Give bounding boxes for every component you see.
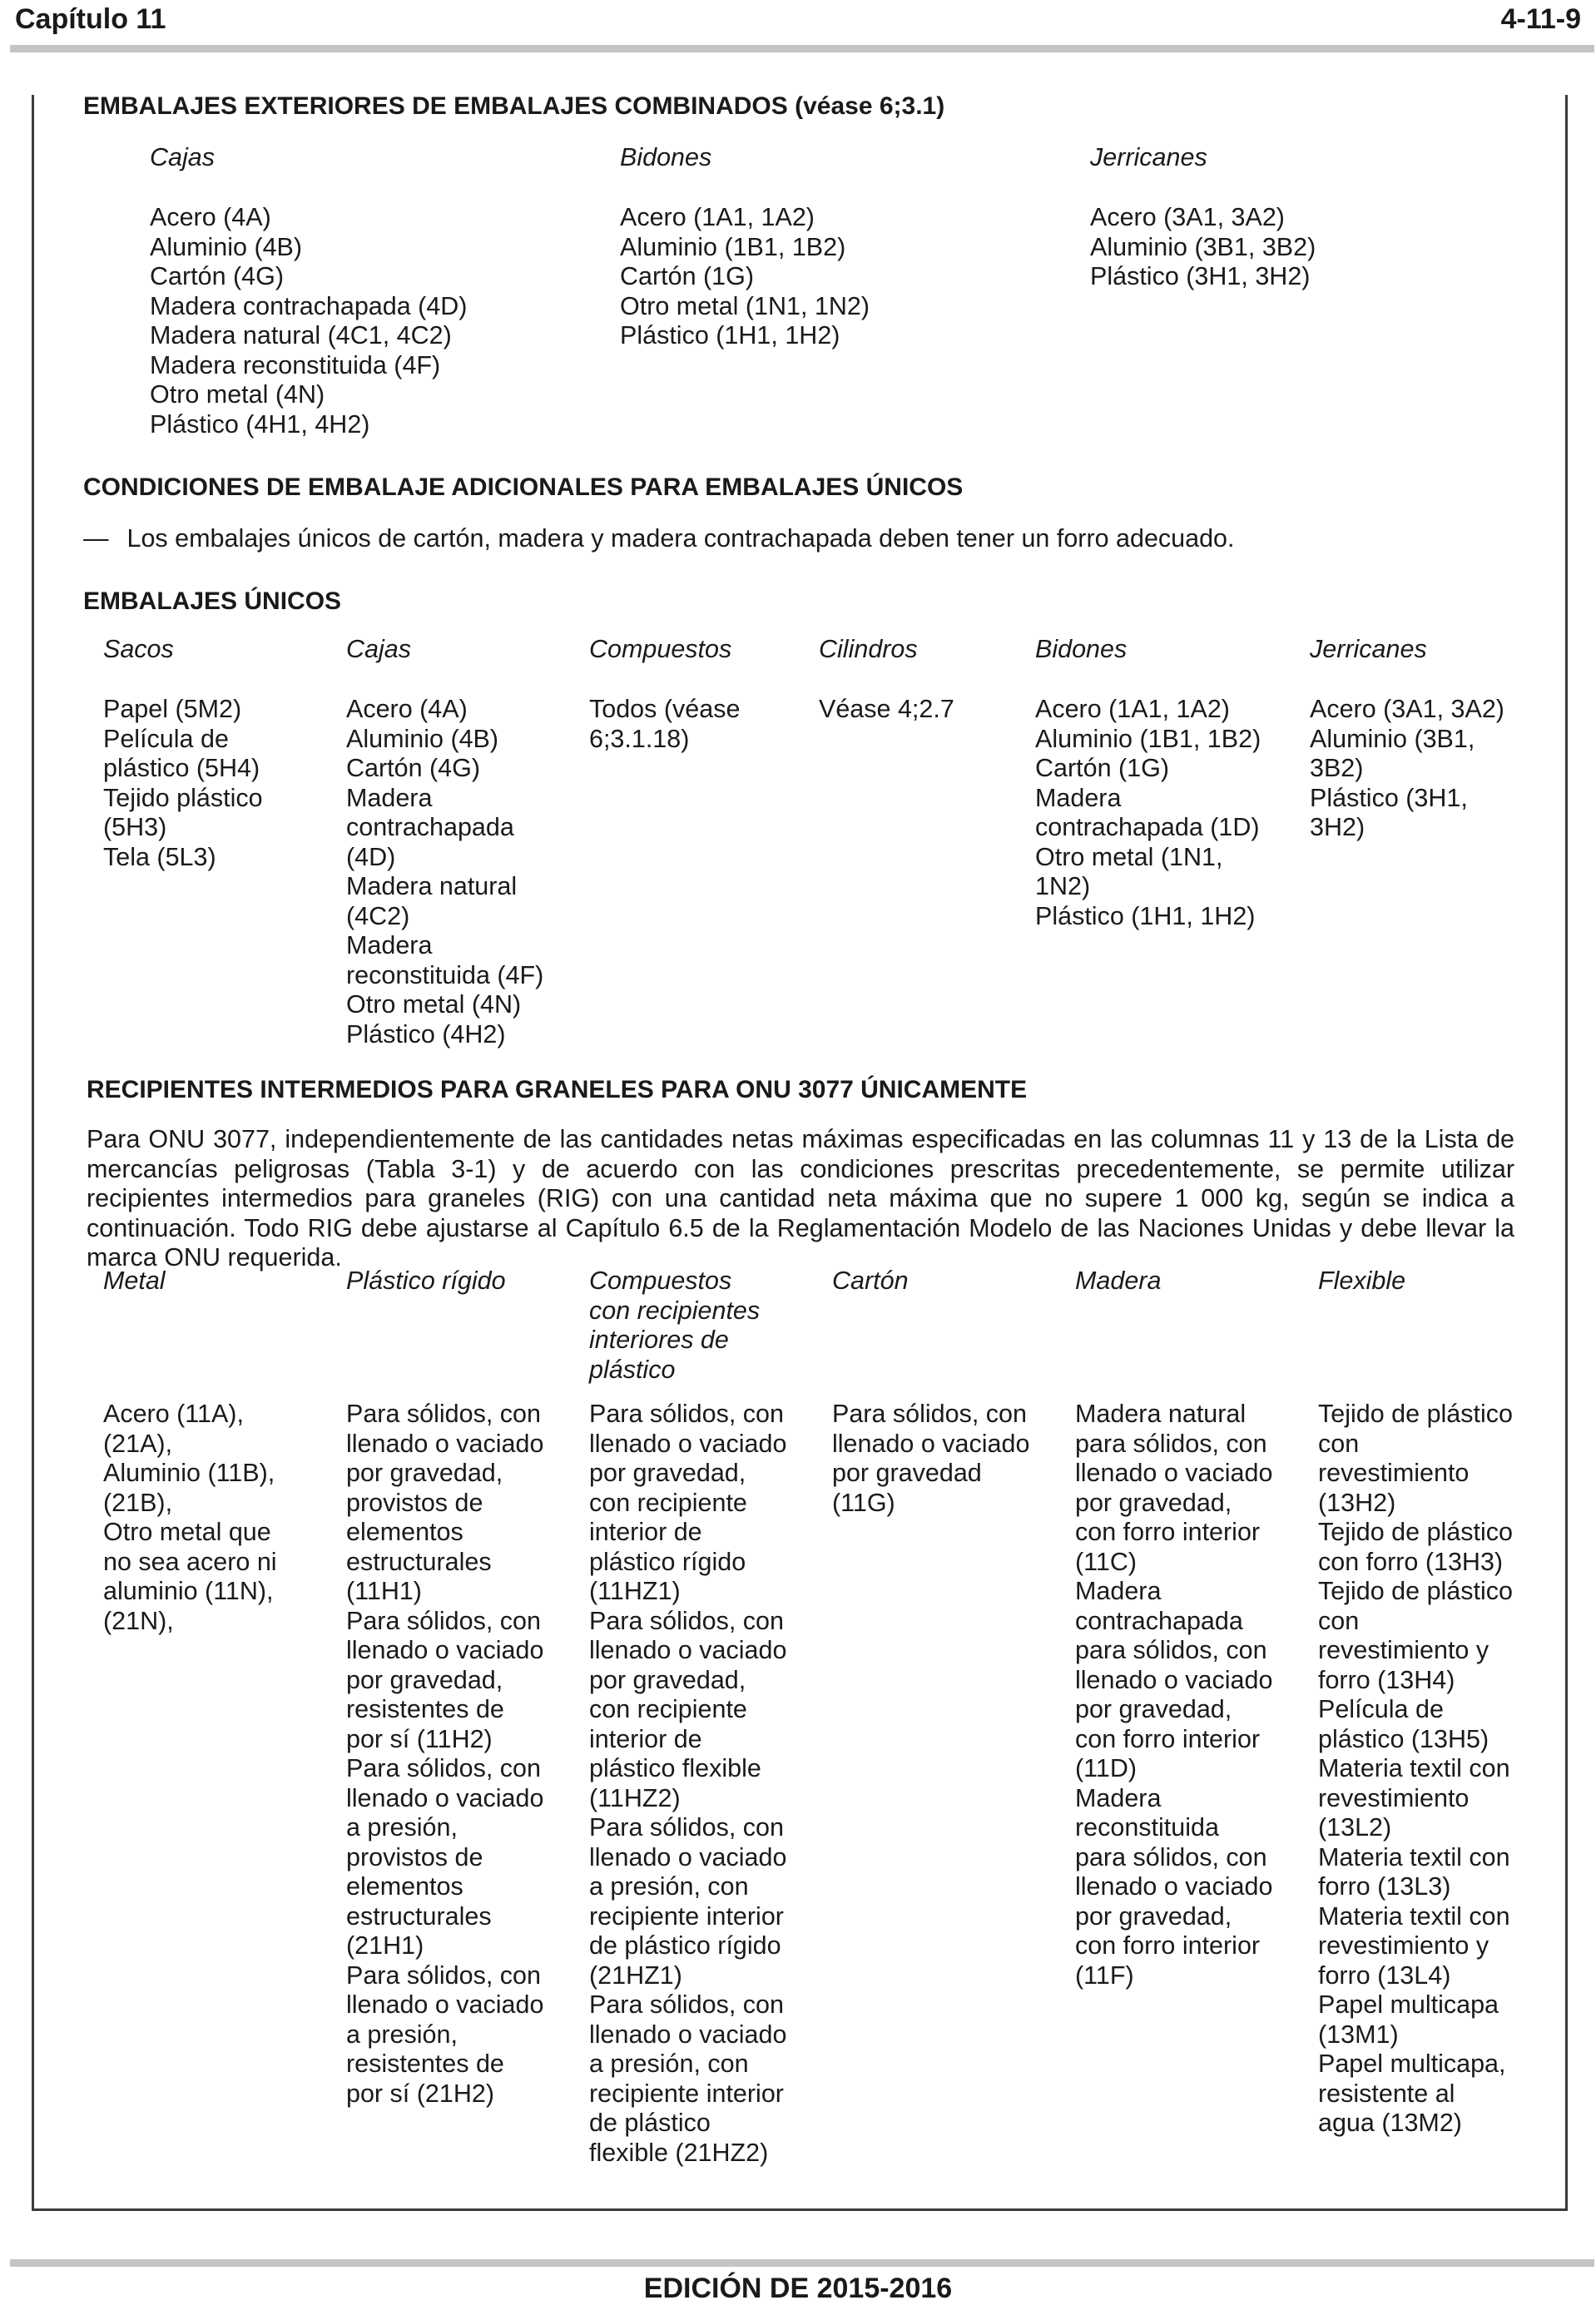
ibc-paragraph: Para ONU 3077, independientemente de las cantidades netas máximas especificadas en las columnas 11 y 13 de la Lista de mercancías peligrosas (Tabla 3-1) y de acuerdo con las condiciones prescritas precedentemente, se permite utilizar recipientes intermedios para graneles (RIG) con una cantidad neta máxima que no supere 1 000 kg, según se indica a continuación. Todo RIG debe ajustarse al Capítulo 6.5 de la Reglamentación Modelo de las Naciones Unidas y debe llevar la marca ONU requerida. [87, 1125, 1514, 1271]
list-item: Para sólidos, con [589, 1606, 784, 1635]
column-items [819, 695, 954, 725]
outer-packagings-columns [150, 143, 1514, 493]
list-item: Madera natural [346, 872, 518, 900]
list-item: resistentes de [346, 1695, 504, 1723]
list-item: (11D) [1075, 1754, 1138, 1782]
list-item: Plástico (3H1, 3H2) [1090, 262, 1311, 290]
list-item: (21H1) [346, 1931, 424, 1960]
column-0 [103, 1267, 277, 1635]
list-item: con recipiente [589, 1488, 747, 1517]
list-item: Materia textil con [1318, 1754, 1510, 1782]
list-item: por gravedad, [1075, 1901, 1232, 1931]
list-item: por sí (21H2) [346, 2079, 494, 2108]
list-item: Plástico (3H1, [1310, 783, 1468, 812]
column-heading: Jerricanes [1090, 143, 1207, 171]
list-item: Plástico (1H1, 1H2) [620, 321, 840, 349]
list-item: Papel multicapa [1318, 1990, 1499, 2019]
list-item: (11HZ1) [589, 1577, 681, 1605]
list-item: (21A), [103, 1429, 173, 1458]
list-item: Madera natural (4C1, 4C2) [150, 321, 452, 349]
list-item: a presión, con [589, 2050, 749, 2078]
list-item: agua (13M2) [1318, 2109, 1462, 2137]
list-item: revestimiento y [1318, 1931, 1489, 1960]
list-item: resistentes de [346, 2050, 504, 2078]
column-items [589, 695, 740, 754]
list-item: llenado o vaciado [1075, 1872, 1273, 1901]
list-item: Para sólidos, con [589, 1400, 784, 1428]
list-item: llenado o vaciado [589, 2020, 787, 2049]
list-item: Madera [1075, 1783, 1162, 1812]
list-item: por gravedad [832, 1459, 982, 1487]
list-item: con forro interior [1075, 1724, 1261, 1753]
list-item: Aluminio (4B) [150, 232, 303, 261]
list-item: Aluminio (11B), [103, 1459, 275, 1487]
column-heading: Flexible [1318, 1267, 1406, 1295]
list-item: 3B2) [1310, 754, 1364, 782]
list-item: Véase 4;2.7 [819, 695, 954, 723]
list-item: Madera [346, 931, 433, 959]
list-item: Madera [346, 783, 433, 812]
list-item: (11F) [1075, 1961, 1134, 1990]
list-item: (21N), [103, 1606, 174, 1635]
column-2 [589, 1267, 787, 2167]
list-item: llenado o vaciado [589, 1636, 787, 1664]
list-item: Aluminio (3B1, [1310, 724, 1475, 753]
list-item: con [1318, 1429, 1360, 1458]
column-items [1035, 695, 1261, 931]
list-item: (21B), [103, 1488, 173, 1517]
column-items [150, 203, 467, 439]
footer-rule [10, 2259, 1594, 2267]
column-2 [589, 635, 741, 753]
list-item: contrachapada [346, 813, 514, 841]
column-heading: con recipientes [589, 1296, 761, 1325]
list-item: (11HZ2) [589, 1783, 681, 1812]
list-item: resistente al [1318, 2079, 1455, 2108]
list-item: (4D) [346, 842, 396, 871]
list-item: con [1318, 1606, 1360, 1635]
list-item: Acero (4A) [150, 203, 271, 231]
column-heading: Compuestos [589, 1267, 732, 1295]
list-item: Acero (4A) [346, 695, 468, 723]
list-item: interior de [589, 1518, 702, 1546]
list-item: estructurales [346, 1547, 492, 1576]
list-item: plástico (5H4) [103, 754, 260, 782]
list-item: Acero (1A1, 1A2) [1035, 695, 1230, 723]
column-items [103, 1400, 277, 1636]
list-item: a presión, con [589, 1872, 749, 1901]
list-item: Acero (1A1, 1A2) [620, 203, 815, 231]
list-item: Cartón (4G) [150, 262, 285, 290]
column-5 [1318, 1267, 1513, 2137]
list-item: Tejido de plástico [1318, 1577, 1513, 1605]
single-packagings-section [83, 587, 1514, 1048]
list-item: para sólidos, con [1075, 1636, 1267, 1664]
list-item: por gravedad, [589, 1459, 746, 1487]
list-item: recipiente interior [589, 1901, 784, 1931]
outer-packagings-section [83, 92, 1514, 439]
list-item: Tela (5L3) [103, 842, 216, 871]
list-item: Plástico (1H1, 1H2) [1035, 901, 1256, 930]
column-3 [819, 635, 954, 723]
list-item: (5H3) [103, 813, 167, 841]
column-heading: Plástico rígido [346, 1267, 506, 1295]
column-items [103, 695, 263, 872]
column-items [620, 203, 870, 351]
list-item: Materia textil con [1318, 1842, 1510, 1871]
list-item: reconstituida [1075, 1813, 1219, 1842]
list-item: (13H2) [1318, 1488, 1396, 1517]
list-item: llenado o vaciado [346, 1783, 544, 1812]
list-item: recipiente interior [589, 2079, 784, 2108]
column-1 [346, 635, 544, 1048]
list-item: con forro interior [1075, 1931, 1261, 1960]
list-item: interior de [589, 1724, 702, 1753]
list-item: Todos (véase [589, 695, 741, 723]
list-item: por gravedad, [1075, 1695, 1232, 1723]
list-item: con forro (13H3) [1318, 1547, 1504, 1576]
list-item: (13M1) [1318, 2020, 1399, 2049]
list-item: por gravedad, [1075, 1488, 1232, 1517]
column-items [1310, 695, 1504, 843]
note-text: Los embalajes únicos de cartón, madera y madera contrachapada deben tener un forro adecuado. [126, 524, 1235, 553]
list-item: Acero (3A1, 3A2) [1310, 695, 1504, 723]
list-item: Otro metal (1N1, [1035, 842, 1223, 871]
column-heading: Sacos [103, 635, 174, 663]
list-item: Para sólidos, con [346, 1754, 541, 1782]
column-items [1318, 1400, 1513, 2139]
list-item: Acero (3A1, 3A2) [1090, 203, 1285, 231]
list-item: a presión, [346, 1813, 458, 1842]
list-item: con recipiente [589, 1695, 747, 1723]
single-packagings-columns [103, 635, 1514, 1051]
column-items [346, 695, 543, 1049]
list-item: con forro interior [1075, 1518, 1261, 1546]
list-item: Para sólidos, con [346, 1400, 541, 1428]
list-item: Otro metal (4N) [346, 990, 522, 1019]
list-item: llenado o vaciado [832, 1429, 1030, 1458]
list-item: revestimiento y [1318, 1636, 1489, 1664]
list-item: (11C) [1075, 1547, 1138, 1576]
column-heading: Cajas [150, 143, 215, 171]
list-item: Para sólidos, con [832, 1400, 1027, 1428]
list-item: Para sólidos, con [589, 1990, 784, 2019]
list-item: (13L2) [1318, 1813, 1392, 1842]
list-item: Papel (5M2) [103, 695, 242, 723]
column-items [346, 1400, 543, 2109]
ibc-title: RECIPIENTES INTERMEDIOS PARA GRANELES PARA ONU 3077 ÚNICAMENTE [87, 1076, 1028, 1103]
list-item: por gravedad, [346, 1459, 503, 1487]
column-heading: Jerricanes [1310, 635, 1427, 663]
list-item: Plástico (4H1, 4H2) [150, 409, 370, 439]
column-0 [150, 143, 468, 439]
list-item: flexible (21HZ2) [589, 2138, 769, 2167]
list-item: Cartón (4G) [346, 754, 481, 782]
list-item: Para sólidos, con [589, 1813, 784, 1842]
column-heading: Compuestos [589, 635, 732, 663]
column-items [589, 1400, 786, 2168]
list-item: Madera [1035, 783, 1122, 812]
list-item: llenado o vaciado [1075, 1665, 1273, 1694]
list-item: reconstituida (4F) [346, 960, 544, 989]
list-item: revestimiento [1318, 1783, 1470, 1812]
column-heading: Madera [1075, 1267, 1162, 1295]
list-item: elementos [346, 1518, 463, 1546]
list-item: para sólidos, con [1075, 1842, 1267, 1871]
list-item: llenado o vaciado [346, 1990, 544, 2019]
list-item: para sólidos, con [1075, 1429, 1267, 1458]
conditions-section [83, 473, 1514, 553]
list-item: llenado o vaciado [1075, 1459, 1273, 1487]
column-heading: Bidones [1035, 635, 1128, 663]
list-item: Para sólidos, con [346, 1606, 541, 1635]
column-1 [346, 1267, 544, 2108]
list-item: 3H2) [1310, 813, 1366, 841]
column-heading: interiores de [589, 1326, 729, 1354]
list-item: Película de [103, 724, 229, 753]
list-item: por gravedad, [346, 1665, 503, 1694]
list-item: elementos [346, 1872, 463, 1901]
list-item: (11H1) [346, 1577, 422, 1605]
column-1 [620, 143, 870, 349]
column-items [1075, 1400, 1272, 1990]
edition-footer: EDICIÓN DE 2015-2016 [643, 2273, 953, 2304]
list-item: Otro metal (1N1, 1N2) [620, 291, 870, 320]
list-item: (4C2) [346, 901, 410, 930]
list-item: plástico rígido [589, 1547, 746, 1576]
list-item: Tejido de plástico [1318, 1518, 1513, 1546]
column-3 [832, 1267, 1030, 1517]
list-item: aluminio (11N), [103, 1577, 274, 1605]
column-0 [103, 635, 263, 871]
list-item: Cartón (1G) [1035, 754, 1170, 782]
ibc-section [83, 1075, 1514, 2167]
column-heading: Cilindros [819, 635, 918, 663]
list-item: Madera reconstituida (4F) [150, 350, 441, 379]
list-item: Aluminio (1B1, 1B2) [620, 232, 846, 261]
column-4 [1075, 1267, 1273, 1990]
list-item: estructurales [346, 1901, 492, 1931]
column-heading: Cajas [346, 635, 411, 663]
column-2 [1090, 143, 1316, 290]
list-item: forro (13L4) [1318, 1961, 1451, 1990]
list-item: llenado o vaciado [346, 1429, 544, 1458]
list-item: contrachapada [1075, 1606, 1243, 1635]
list-item: llenado o vaciado [346, 1636, 544, 1664]
list-item: Plástico (4H2) [346, 1019, 506, 1048]
list-item: provistos de [346, 1488, 483, 1517]
list-item: de plástico [589, 2109, 711, 2137]
list-item: contrachapada (1D) [1035, 813, 1260, 841]
list-item: revestimiento [1318, 1459, 1470, 1487]
list-item: provistos de [346, 1842, 483, 1871]
list-item: no sea acero ni [103, 1547, 277, 1576]
list-item: forro (13H4) [1318, 1665, 1455, 1694]
list-item: de plástico rígido [589, 1931, 781, 1960]
single-packagings-title: EMBALAJES ÚNICOS [83, 587, 342, 615]
chapter-label: Capítulo 11 [15, 3, 166, 35]
list-item: Tejido de plástico [1318, 1400, 1513, 1428]
list-item: por sí (11H2) [346, 1724, 493, 1753]
list-item: Madera [1075, 1577, 1162, 1605]
list-item: Aluminio (4B) [346, 724, 499, 753]
list-item: Materia textil con [1318, 1901, 1510, 1931]
column-heading: Bidones [620, 143, 712, 171]
column-5 [1310, 635, 1504, 841]
list-item: Acero (11A), [103, 1400, 244, 1428]
list-item: Para sólidos, con [346, 1961, 541, 1990]
list-item: plástico (13H5) [1318, 1724, 1489, 1753]
list-item: Madera natural [1075, 1400, 1247, 1428]
list-item: plástico flexible [589, 1754, 761, 1782]
list-item: 1N2) [1035, 872, 1091, 900]
page-number: 4-11-9 [1500, 3, 1581, 35]
page-header [15, 3, 1581, 38]
list-item: (11G) [832, 1488, 895, 1517]
outer-packagings-title: EMBALAJES EXTERIORES DE EMBALAJES COMBINADOS (véase 6;3.1) [83, 92, 945, 120]
column-heading: Metal [103, 1267, 166, 1295]
ibc-columns [103, 1267, 1514, 2167]
list-item: a presión, [346, 2020, 458, 2049]
list-item: llenado o vaciado [589, 1429, 787, 1458]
column-heading: Cartón [832, 1267, 909, 1295]
column-4 [1035, 635, 1261, 930]
column-heading: plástico [589, 1355, 676, 1384]
conditions-note [83, 524, 1235, 554]
list-item: Otro metal (4N) [150, 380, 325, 409]
list-item: 6;3.1.18) [589, 724, 690, 753]
list-item: Cartón (1G) [620, 262, 755, 290]
column-items [832, 1400, 1029, 1518]
list-item: Otro metal que [103, 1518, 271, 1546]
list-item: llenado o vaciado [589, 1842, 787, 1871]
list-item: Papel multicapa, [1318, 2050, 1506, 2078]
list-item: Película de [1318, 1695, 1444, 1723]
list-item: Tejido plástico [103, 783, 263, 812]
list-item: forro (13L3) [1318, 1872, 1451, 1901]
list-item: (21HZ1) [589, 1961, 682, 1990]
list-item: Aluminio (1B1, 1B2) [1035, 724, 1261, 753]
list-item: por gravedad, [589, 1665, 746, 1694]
conditions-title: CONDICIONES DE EMBALAJE ADICIONALES PARA EMBALAJES ÚNICOS [83, 473, 964, 501]
list-item: Aluminio (3B1, 3B2) [1090, 232, 1316, 261]
note-dash: — [83, 524, 109, 553]
list-item: Madera contrachapada (4D) [150, 291, 468, 320]
column-items [1090, 203, 1316, 292]
header-rule [10, 45, 1594, 52]
